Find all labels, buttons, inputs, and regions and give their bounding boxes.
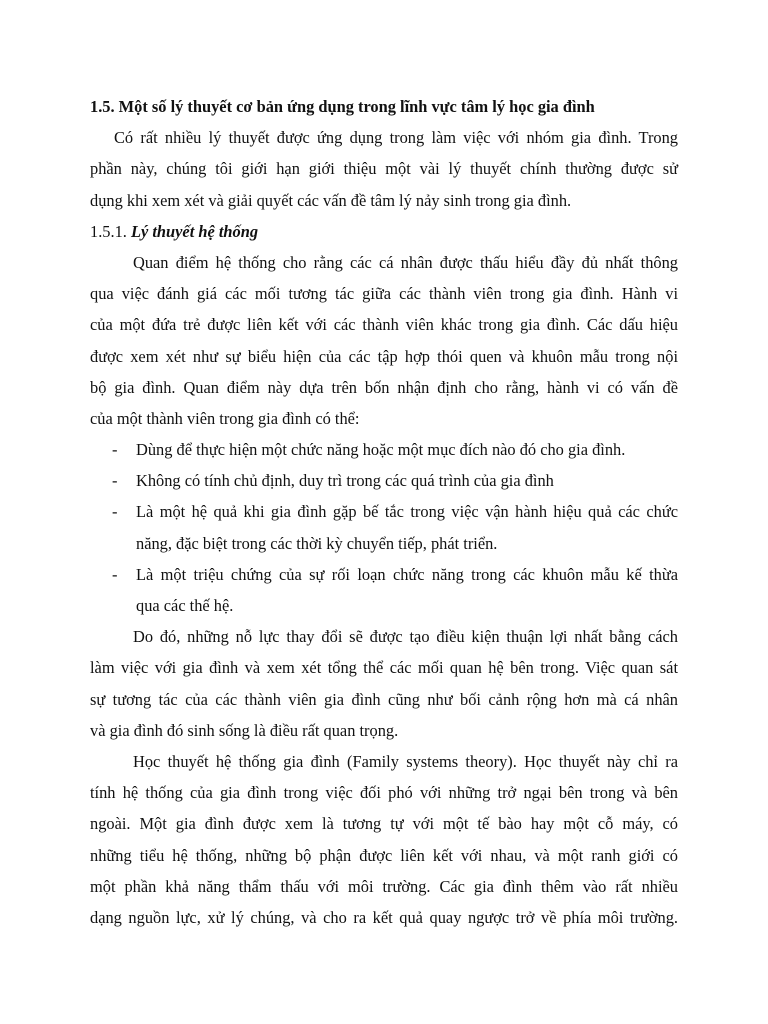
- text-line: qua việc đánh giá các mối tương tác giữa các thành viên trong gia đình. Hành vi: [90, 284, 678, 304]
- list-item: [90, 559, 678, 590]
- text-line: những tiểu hệ thống, những bộ phận được liên kết với nhau, và một ranh giới có: [90, 845, 678, 865]
- list-item: [90, 465, 678, 496]
- text-line: được xem xét như sự biểu hiện của các tập hợp thói quen và khuôn mẫu trong nội: [90, 346, 678, 366]
- intro-paragraph: [90, 122, 678, 216]
- text-line: của một thành viên trong gia đình có thể:: [90, 408, 360, 428]
- text-line: dạng nguồn lực, xử lý chúng, và cho ra kết quả quay ngược trở về phía môi trường.: [90, 907, 678, 927]
- list-item-text: Dùng để thực hiện một chức năng hoặc một mục đích nào đó cho gia đình.: [136, 440, 626, 460]
- list-dash: -: [112, 440, 118, 460]
- subsection-title: Lý thuyết hệ thống: [130, 221, 259, 241]
- list-item-text: Là một triệu chứng của sự rối loạn chức năng trong các khuôn mẫu kế thừa: [136, 564, 678, 584]
- text-line: sự tương tác của các thành viên gia đình cũng như bối cảnh rộng hơn mà cá nhân: [90, 689, 678, 709]
- text-line: ngoài. Một gia đình được xem là tương tự với một tế bào hay một cỗ máy, có: [90, 814, 678, 834]
- paragraph-family-systems-theory: [90, 746, 678, 933]
- bullet-list: [90, 434, 678, 621]
- text-line: Quan điểm hệ thống cho rằng các cá nhân được thấu hiểu đầy đủ nhất thông: [133, 252, 678, 272]
- subsection-number: 1.5.1.: [90, 221, 131, 241]
- list-item: [90, 496, 678, 527]
- list-item-continuation: năng, đặc biệt trong các thời kỳ chuyển tiếp, phát triển.: [136, 533, 498, 553]
- list-dash: -: [112, 564, 118, 584]
- text-line: làm việc với gia đình và xem xét tổng thể các mối quan hệ bên trong. Việc quan sát: [90, 658, 678, 678]
- text-line: bộ gia đình. Quan điểm này dựa trên bốn nhận định cho rằng, hành vi có vấn đề: [90, 377, 678, 397]
- text-line: Học thuyết hệ thống gia đình (Family systems theory). Học thuyết này chỉ ra: [133, 751, 678, 771]
- list-item-continuation: qua các thế hệ.: [136, 596, 234, 615]
- list-item: [90, 434, 678, 465]
- list-dash: -: [112, 502, 118, 522]
- text-line: của một đứa trẻ được liên kết với các thành viên khác trong gia đình. Các dấu hiệu: [90, 315, 678, 335]
- list-item-text: Là một hệ quả khi gia đình gặp bế tắc trong việc vận hành hiệu quả các chức: [136, 502, 678, 522]
- text-line: Có rất nhiều lý thuyết được ứng dụng trong làm việc với nhóm gia đình. Trong: [114, 128, 678, 148]
- list-dash: -: [112, 471, 118, 491]
- text-line: phần này, chúng tôi giới hạn giới thiệu một vài lý thuyết chính thường được sử: [90, 159, 678, 179]
- paragraph-system-view: [90, 247, 678, 434]
- text-line: Do đó, những nỗ lực thay đổi sẽ được tạo điều kiện thuận lợi nhất bằng cách: [133, 627, 678, 647]
- text-line: tính hệ thống của gia đình trong việc đối phó với những trở ngại bên trong và bên: [90, 783, 678, 803]
- section-heading: 1.5. Một số lý thuyết cơ bản ứng dụng trong lĩnh vực tâm lý học gia đình: [90, 97, 595, 116]
- list-item-text: Không có tính chủ định, duy trì trong các quá trình của gia đình: [136, 471, 554, 491]
- text-line: và gia đình đó sinh sống là điều rất quan trọng.: [90, 720, 399, 740]
- text-line: một phần khả năng thẩm thấu với môi trường. Các gia đình thêm vào rất nhiều: [90, 876, 678, 896]
- text-line: dụng khi xem xét và giải quyết các vấn đề tâm lý nảy sinh trong gia đình.: [90, 190, 572, 210]
- subsection-heading: [90, 216, 678, 247]
- paragraph-conclusion: [90, 621, 678, 746]
